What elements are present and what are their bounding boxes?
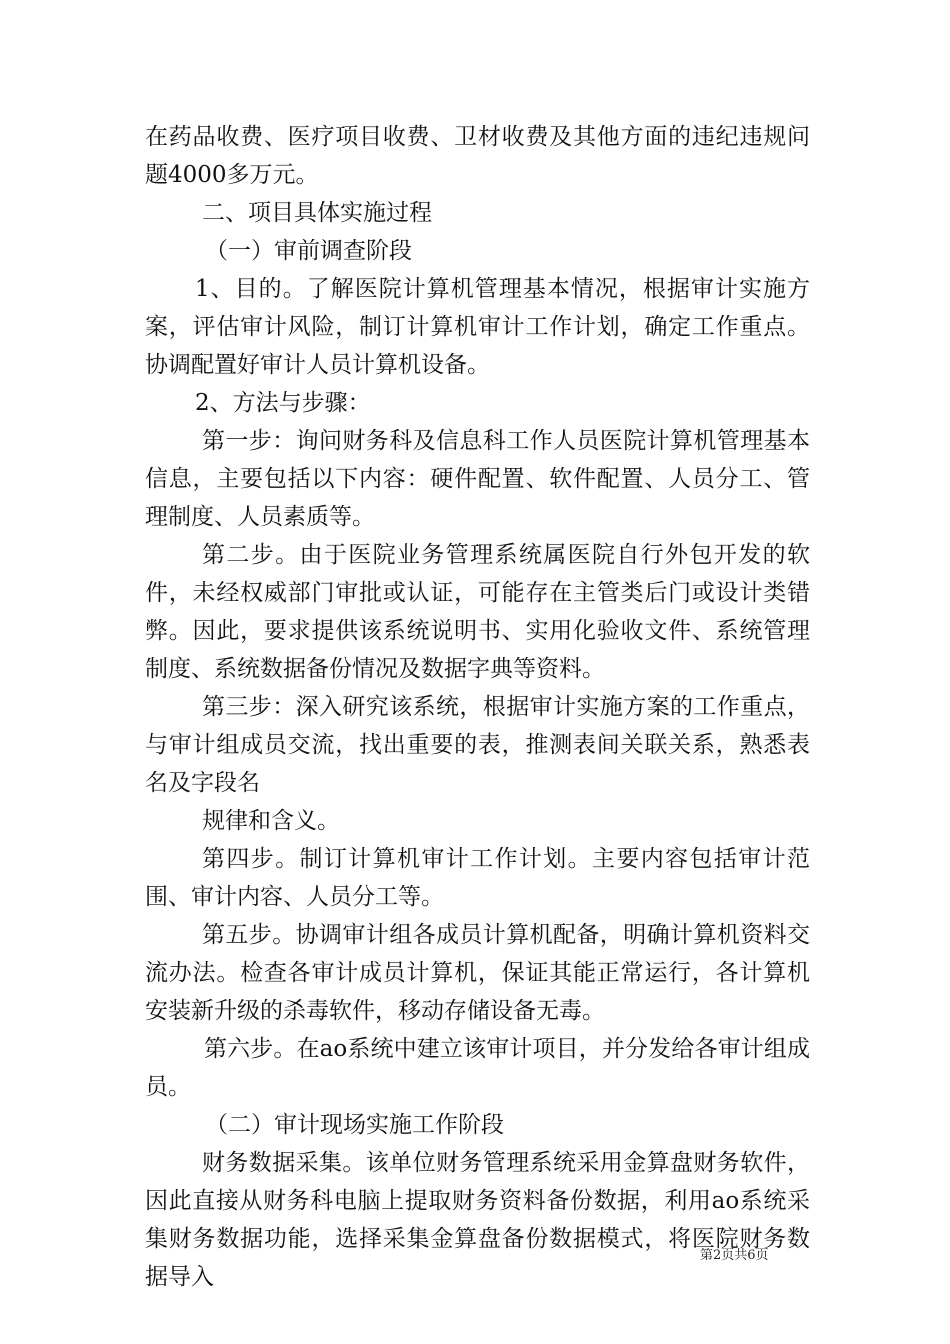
paragraph-step-two: 第二步。由于医院业务管理系统属医院自行外包开发的软件，未经权威部门审批或认证，可能存在主管类后门或设计类错弊。因此，要求提供该系统说明书、实用化验收文件、系统管理制度、系统数据备份情况及数据字典等资料。 <box>145 542 810 682</box>
subsection-heading-pre-audit: （一）审前调查阶段 <box>205 238 412 264</box>
paragraph-step-four: 第四步。制订计算机审计工作计划。主要内容包括审计范围、审计内容、人员分工等。 <box>145 846 810 910</box>
subsection-heading-onsite: （二）审计现场实施工作阶段 <box>205 1112 504 1138</box>
paragraph-step-three-cont: 规律和含义。 <box>202 808 340 834</box>
paragraph-step-six: 第六步。在ao系统中建立该审计项目，并分发给各审计组成员。 <box>145 1036 810 1100</box>
section-heading-implementation: 二、项目具体实施过程 <box>202 200 432 226</box>
paragraph-step-one: 第一步：询问财务科及信息科工作人员医院计算机管理基本信息，主要包括以下内容：硬件配置、软件配置、人员分工、管理制度、人员素质等。 <box>145 428 810 530</box>
paragraph-methods-heading: 2、方法与步骤： <box>195 390 371 416</box>
paragraph-step-five: 第五步。协调审计组各成员计算机配备，明确计算机资料交流办法。检查各审计成员计算机，保证其能正常运行，各计算机安装新升级的杀毒软件，移动存储设备无毒。 <box>145 922 810 1024</box>
page-number-footer: 第2页共6页 <box>700 1248 769 1263</box>
paragraph-data-collection: 财务数据采集。该单位财务管理系统采用金算盘财务软件，因此直接从财务科电脑上提取财务资料备份数据，利用ao系统采集财务数据功能，选择采集金算盘备份数据模式，将医院财务数据导入 <box>145 1150 810 1290</box>
paragraph-continuation: 在药品收费、医疗项目收费、卫材收费及其他方面的违纪违规问题4000多万元。 <box>145 124 810 188</box>
paragraph-purpose: 1、目的。了解医院计算机管理基本情况，根据审计实施方案，评估审计风险，制订计算机审计工作计划，确定工作重点。协调配置好审计人员计算机设备。 <box>145 276 810 378</box>
paragraph-step-three: 第三步：深入研究该系统，根据审计实施方案的工作重点，与审计组成员交流，找出重要的表，推测表间关联关系，熟悉表名及字段名 <box>145 694 810 796</box>
body-text <box>145 118 810 1296</box>
